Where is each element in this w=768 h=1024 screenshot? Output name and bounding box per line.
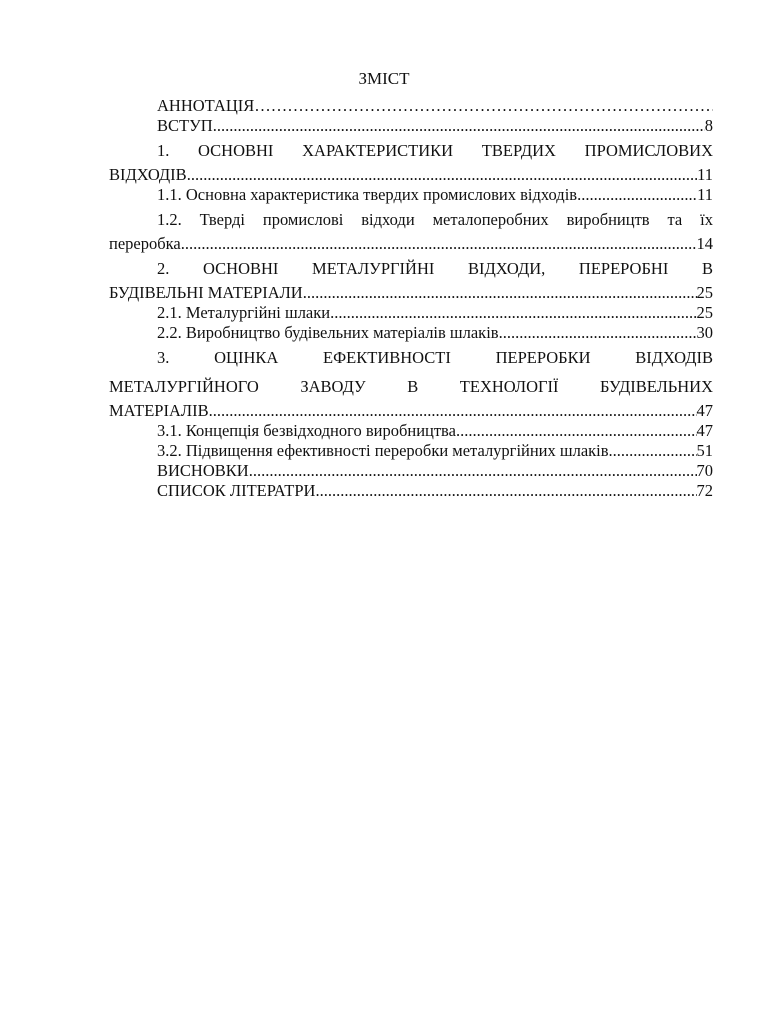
toc-leader-dots bbox=[254, 96, 713, 116]
toc-leader-dots bbox=[609, 441, 697, 461]
toc-entry-title: ВИСНОВКИ bbox=[157, 461, 249, 480]
toc-entry-title: 3.1. Концепція безвідходного виробництва bbox=[157, 421, 456, 440]
toc-entry-title: МАТЕРІАЛІВ bbox=[109, 401, 209, 420]
toc-leader-dots bbox=[213, 116, 705, 136]
toc-leader-dots bbox=[187, 165, 697, 185]
toc-leader-dots bbox=[330, 303, 696, 323]
toc-entry-annotation bbox=[109, 96, 713, 116]
toc-leader-dots bbox=[456, 421, 697, 441]
toc-entry-section-2 bbox=[109, 283, 713, 303]
toc-page-number: 14 bbox=[696, 234, 713, 253]
toc-entry-section-1-1 bbox=[109, 185, 713, 205]
toc-page-number: 47 bbox=[696, 421, 713, 440]
toc-page-number: 8 bbox=[704, 116, 713, 135]
toc-entry-section-3-1 bbox=[109, 421, 713, 441]
toc-leader-dots bbox=[577, 185, 697, 205]
toc-page-number: 11 bbox=[697, 185, 713, 204]
toc-leader-dots bbox=[315, 481, 696, 501]
toc-entry-section-2-2 bbox=[109, 323, 713, 343]
toc-entry-title: ВІДХОДІВ bbox=[109, 165, 187, 184]
toc-entry-section-2-line-1: 2. ОСНОВНІ МЕТАЛУРГІЙНІ ВІДХОДИ, ПЕРЕРОБНІ В bbox=[157, 259, 713, 278]
toc-entry-section-3-line-1: 3. ОЦІНКА ЕФЕКТИВНОСТІ ПЕРЕРОБКИ ВІДХОДІВ bbox=[157, 348, 713, 367]
toc-entry-introduction bbox=[109, 116, 713, 136]
toc-entry-section-1-line-1: 1. ОСНОВНІ ХАРАКТЕРИСТИКИ ТВЕРДИХ ПРОМИСЛОВИХ bbox=[157, 141, 713, 160]
toc-entry-section-3 bbox=[109, 401, 713, 421]
toc-entry-title: СПИСОК ЛІТЕРАТРИ bbox=[157, 481, 316, 500]
toc-entry-title: БУДІВЕЛЬНІ МАТЕРІАЛИ bbox=[109, 283, 303, 302]
toc-entry-title: 3.2. Підвищення ефективності переробки металургійних шлаків bbox=[157, 441, 609, 460]
toc-page-number: 30 bbox=[696, 323, 713, 342]
toc-page-number: 70 bbox=[696, 461, 713, 480]
toc-entry-references bbox=[109, 481, 713, 501]
toc-leader-dots bbox=[209, 401, 697, 421]
toc-page-number: 25 bbox=[696, 283, 713, 302]
toc-leader-dots bbox=[303, 283, 697, 303]
toc-leader-dots bbox=[181, 234, 697, 254]
toc-entry-title: АННОТАЦІЯ bbox=[157, 96, 255, 115]
toc-page-number: 51 bbox=[696, 441, 713, 460]
toc-page-number: 47 bbox=[696, 401, 713, 420]
toc-page-number: 25 bbox=[696, 303, 713, 322]
toc-entry-section-3-2 bbox=[109, 441, 713, 461]
toc-entry-title: 2.2. Виробництво будівельних матеріалів шлаків bbox=[157, 323, 499, 342]
toc-entry-section-2-1 bbox=[109, 303, 713, 323]
toc-leader-dots bbox=[249, 461, 697, 481]
toc-entry-title: 2.1. Металургійні шлаки bbox=[157, 303, 331, 322]
toc-entry-title: 1.1. Основна характеристика твердих промислових відходів bbox=[157, 185, 578, 204]
page-title: ЗМІСТ bbox=[358, 69, 410, 88]
toc-leader-dots bbox=[499, 323, 697, 343]
toc-entry-section-1-2-line-1: 1.2. Тверді промислові відходи металоперобних виробництв та їх bbox=[157, 210, 713, 229]
toc-entry-conclusions bbox=[109, 461, 713, 481]
toc-entry-title: ВСТУП bbox=[157, 116, 213, 135]
toc-entry-section-1 bbox=[109, 165, 713, 185]
toc-entry-title: переробка bbox=[109, 234, 181, 253]
toc-entry-section-1-2 bbox=[109, 234, 713, 254]
toc-entry-section-3-line-2: МЕТАЛУРГІЙНОГО ЗАВОДУ В ТЕХНОЛОГІЇ БУДІВЕЛЬНИХ bbox=[109, 377, 713, 396]
toc-page-number: 11 bbox=[697, 165, 713, 184]
toc-page-number: 72 bbox=[696, 481, 713, 500]
table-of-contents bbox=[109, 96, 713, 501]
